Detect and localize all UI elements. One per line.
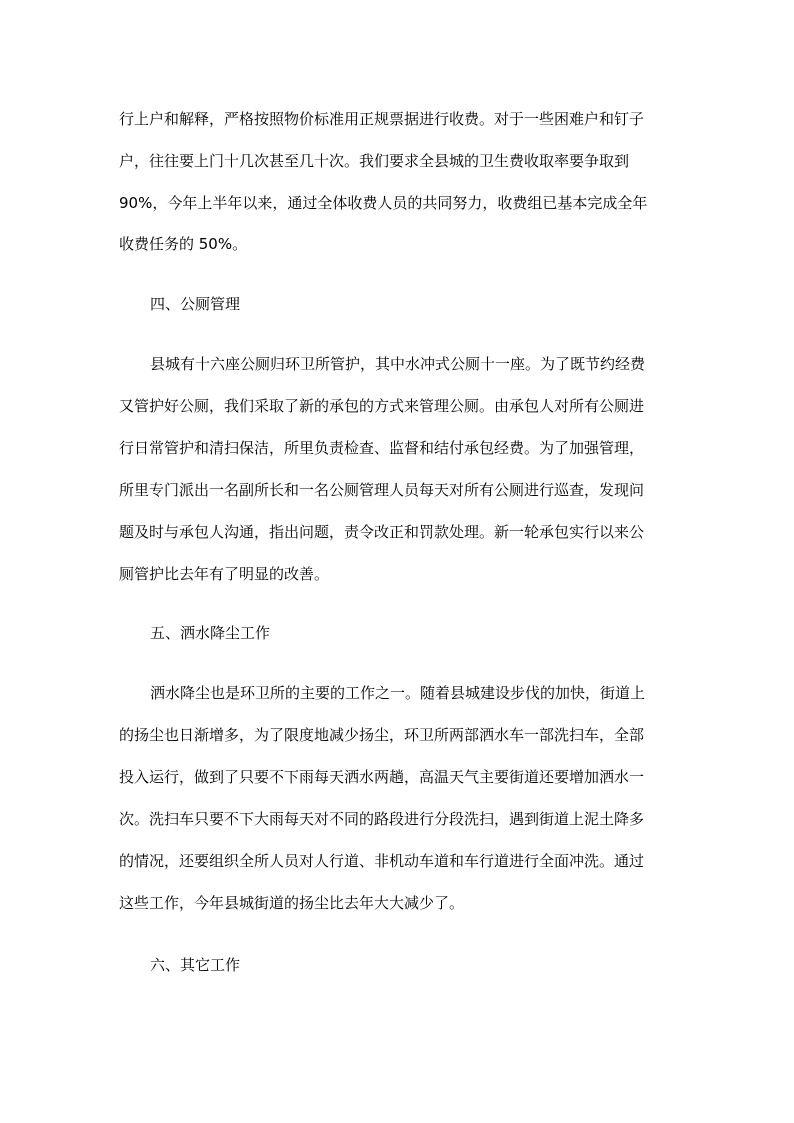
section-heading: 六、其它工作 bbox=[150, 956, 241, 974]
paragraph-line: 行上户和解释，严格按照物价标准用正规票据进行收费。对于一些困难户和钉子 bbox=[119, 110, 645, 128]
paragraph-line: 洒水降尘也是环卫所的主要的工作之一。随着县城建设步伐的加快，街道上 bbox=[150, 684, 646, 702]
paragraph-line: 厕管护比去年有了明显的改善。 bbox=[119, 565, 330, 583]
section-heading: 四、公厕管理 bbox=[150, 295, 241, 313]
paragraph-line: 的情况，还要组织全所人员对人行道、非机动车道和车行道进行全面冲洗。通过 bbox=[119, 852, 645, 870]
paragraph-line: 户，往往要上门十几次甚至几十次。我们要求全县城的卫生费收取率要争取到 bbox=[119, 152, 630, 170]
paragraph-line: 所里专门派出一名副所长和一名公厕管理人员每天对所有公厕进行巡查，发现问 bbox=[119, 481, 645, 499]
paragraph-line: 次。洗扫车只要不下大雨每天对不同的路段进行分段洗扫，遇到街道上泥土降多 bbox=[119, 810, 645, 828]
paragraph-line: 县城有十六座公厕归环卫所管护，其中水冲式公厕十一座。为了既节约经费 bbox=[150, 355, 646, 373]
paragraph-line: 题及时与承包人沟通，指出问题，责令改正和罚款处理。新一轮承包实行以来公 bbox=[119, 523, 645, 541]
section-heading: 五、洒水降尘工作 bbox=[150, 624, 271, 642]
paragraph-line: 的扬尘也日渐增多，为了限度地减少扬尘，环卫所两部洒水车一部洗扫车，全部 bbox=[119, 726, 645, 744]
paragraph-line: 又管护好公厕，我们采取了新的承包的方式来管理公厕。由承包人对所有公厕进 bbox=[119, 397, 645, 415]
paragraph-line: 这些工作，今年县城街道的扬尘比去年大大减少了。 bbox=[119, 894, 465, 912]
paragraph-line: 投入运行，做到了只要不下雨每天洒水两趟，高温天气主要街道还要增加洒水一 bbox=[119, 768, 645, 786]
paragraph-line: 90%，今年上半年以来，通过全体收费人员的共同努力，收费组已基本完成全年 bbox=[119, 194, 648, 212]
paragraph-line: 行日常管护和清扫保洁，所里负责检查、监督和结付承包经费。为了加强管理， bbox=[119, 439, 645, 457]
paragraph-line: 收费任务的 50%。 bbox=[119, 235, 248, 253]
